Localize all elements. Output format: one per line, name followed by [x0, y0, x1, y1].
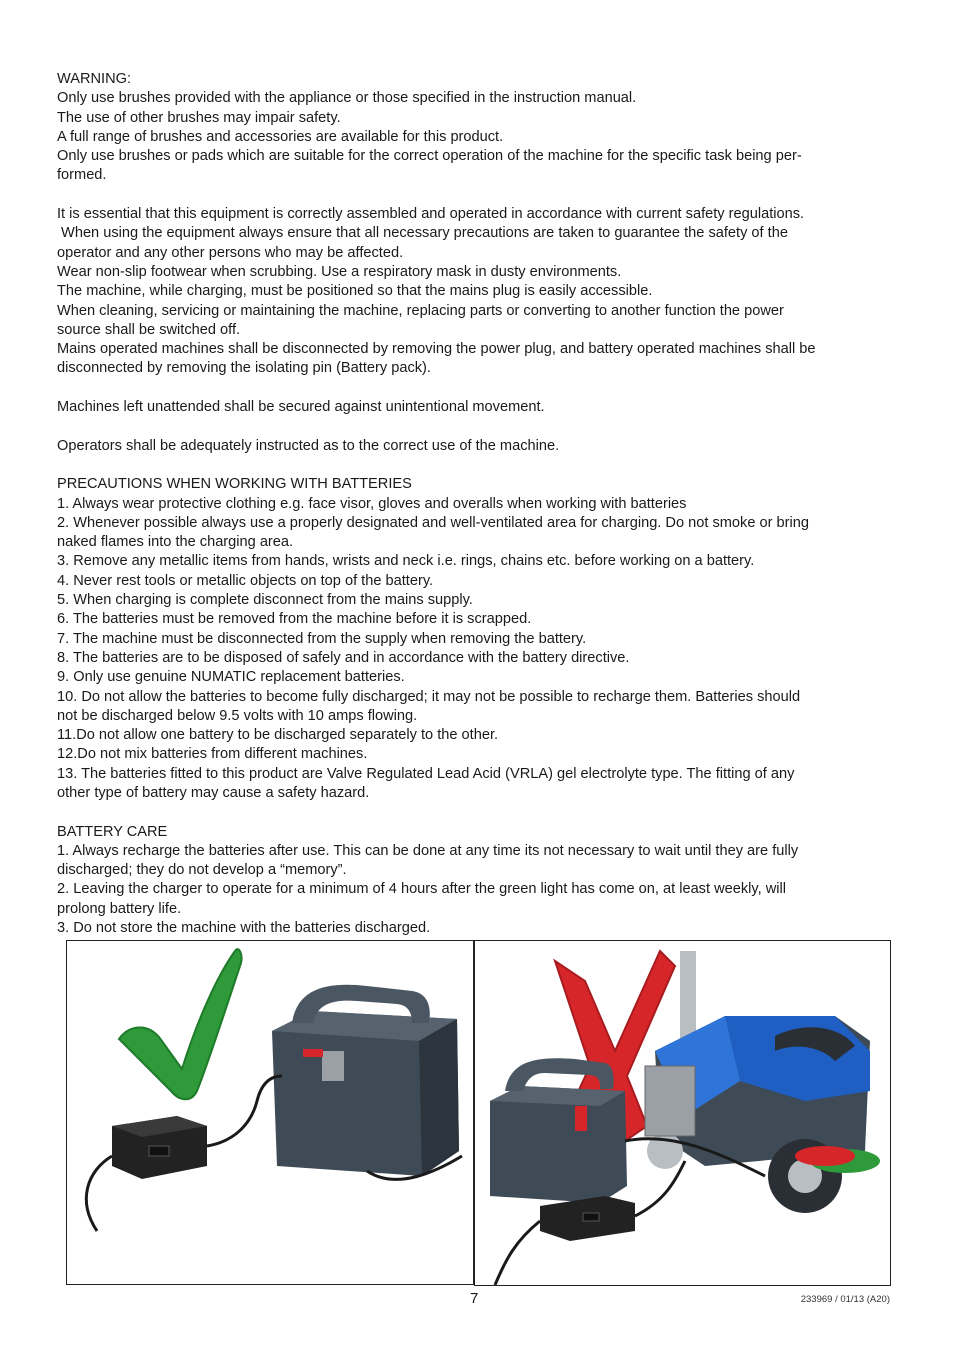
battery-care-line: 1. Always recharge the batteries after use. This can be done at any time its not necessary to wait until they are fully [57, 842, 799, 859]
precaution-line: 6. The batteries must be removed from the machine before it is scrapped. [57, 611, 532, 628]
warning-line: Only use brushes provided with the appliance or those specified in the instruction manual. [57, 90, 637, 107]
battery-care-line: discharged; they do not develop a “memory”. [57, 862, 347, 879]
instructions-text [57, 70, 895, 938]
document-code: 233969 / 01/13 (A20) [800, 1294, 890, 1305]
battery-care-line: 2. Leaving the charger to operate for a minimum of 4 hours after the green light has come on, at least weekly, will [57, 881, 786, 898]
precaution-line: naked flames into the charging area. [57, 534, 294, 551]
safety-line: The machine, while charging, must be positioned so that the mains plug is easily accessible. [57, 283, 653, 300]
safety-line: When cleaning, servicing or maintaining the machine, replacing parts or converting to another function the power [57, 302, 784, 319]
battery-case-icon [490, 1058, 627, 1203]
precaution-line: 2. Whenever possible always use a properly designated and well-ventilated area for charging. Do not smoke or bring [57, 514, 809, 531]
warning-line: formed. [57, 167, 107, 184]
precaution-line: 10. Do not allow the batteries to become fully discharged; it may not be possible to recharge them. Batteries should [57, 688, 801, 705]
safety-line: source shall be switched off. [57, 321, 241, 338]
safety-line: Mains operated machines shall be disconnected by removing the power plug, and battery operated machines shall be [57, 341, 816, 358]
precaution-line: 7. The machine must be disconnected from the supply when removing the battery. [57, 630, 587, 647]
precaution-line: other type of battery may cause a safety hazard. [57, 784, 370, 801]
charger-icon [112, 1116, 207, 1179]
charger-icon [540, 1196, 635, 1241]
precaution-line: 11.Do not allow one battery to be discharged separately to the other. [57, 727, 499, 744]
safety-line: Wear non-slip footwear when scrubbing. Use a respiratory mask in dusty environments. [57, 263, 622, 280]
precaution-line: 5. When charging is complete disconnect from the mains supply. [57, 592, 473, 609]
warning-line: Only use brushes or pads which are suitable for the correct operation of the machine for the specific task being per- [57, 148, 802, 165]
safety-line: It is essential that this equipment is correctly assembled and operated in accordance with current safety regulations. [57, 206, 805, 223]
operators-line: Operators shall be adequately instructed as to the correct use of the machine. [57, 437, 560, 454]
precautions-heading: PRECAUTIONS WHEN WORKING WITH BATTERIES [57, 476, 412, 493]
precaution-line: 9. Only use genuine NUMATIC replacement batteries. [57, 669, 405, 686]
battery-care-heading: BATTERY CARE [57, 823, 168, 840]
precaution-line: 3. Remove any metallic items from hands, wrists and neck i.e. rings, chains etc. before working on a battery. [57, 553, 755, 570]
warning-line: A full range of brushes and accessories are available for this product. [57, 128, 504, 145]
check-mark-icon [119, 949, 242, 1099]
battery-care-line: 3. Do not store the machine with the batteries discharged. [57, 920, 431, 937]
safety-line: When using the equipment always ensure that all necessary precautions are taken to guarantee the safety of the [57, 225, 788, 242]
battery-care-line: prolong battery life. [57, 900, 182, 917]
correct-charging-photo [66, 940, 474, 1285]
safety-line: operator and any other persons who may be affected. [57, 244, 404, 261]
safety-line: disconnected by removing the isolating pin (Battery pack). [57, 360, 431, 377]
precaution-line: 12.Do not mix batteries from different machines. [57, 746, 368, 763]
precaution-line: 4. Never rest tools or metallic objects on top of the battery. [57, 572, 434, 589]
page-number: 7 [470, 1290, 479, 1307]
precaution-line: 13. The batteries fitted to this product are Valve Regulated Lead Acid (VRLA) gel electrolyte type. The fitting of any [57, 765, 795, 782]
precaution-line: 1. Always wear protective clothing e.g. face visor, gloves and overalls when working with batteries [57, 495, 687, 512]
warning-heading: WARNING: [57, 71, 132, 87]
precaution-line: not be discharged below 9.5 volts with 10 amps flowing. [57, 707, 418, 724]
warning-line: The use of other brushes may impair safety. [57, 109, 341, 126]
precaution-line: 8. The batteries are to be disposed of safely and in accordance with the battery directive. [57, 649, 630, 666]
incorrect-charging-photo [474, 940, 891, 1286]
unattended-line: Machines left unattended shall be secured against unintentional movement. [57, 399, 545, 416]
battery-case-icon [272, 985, 459, 1176]
